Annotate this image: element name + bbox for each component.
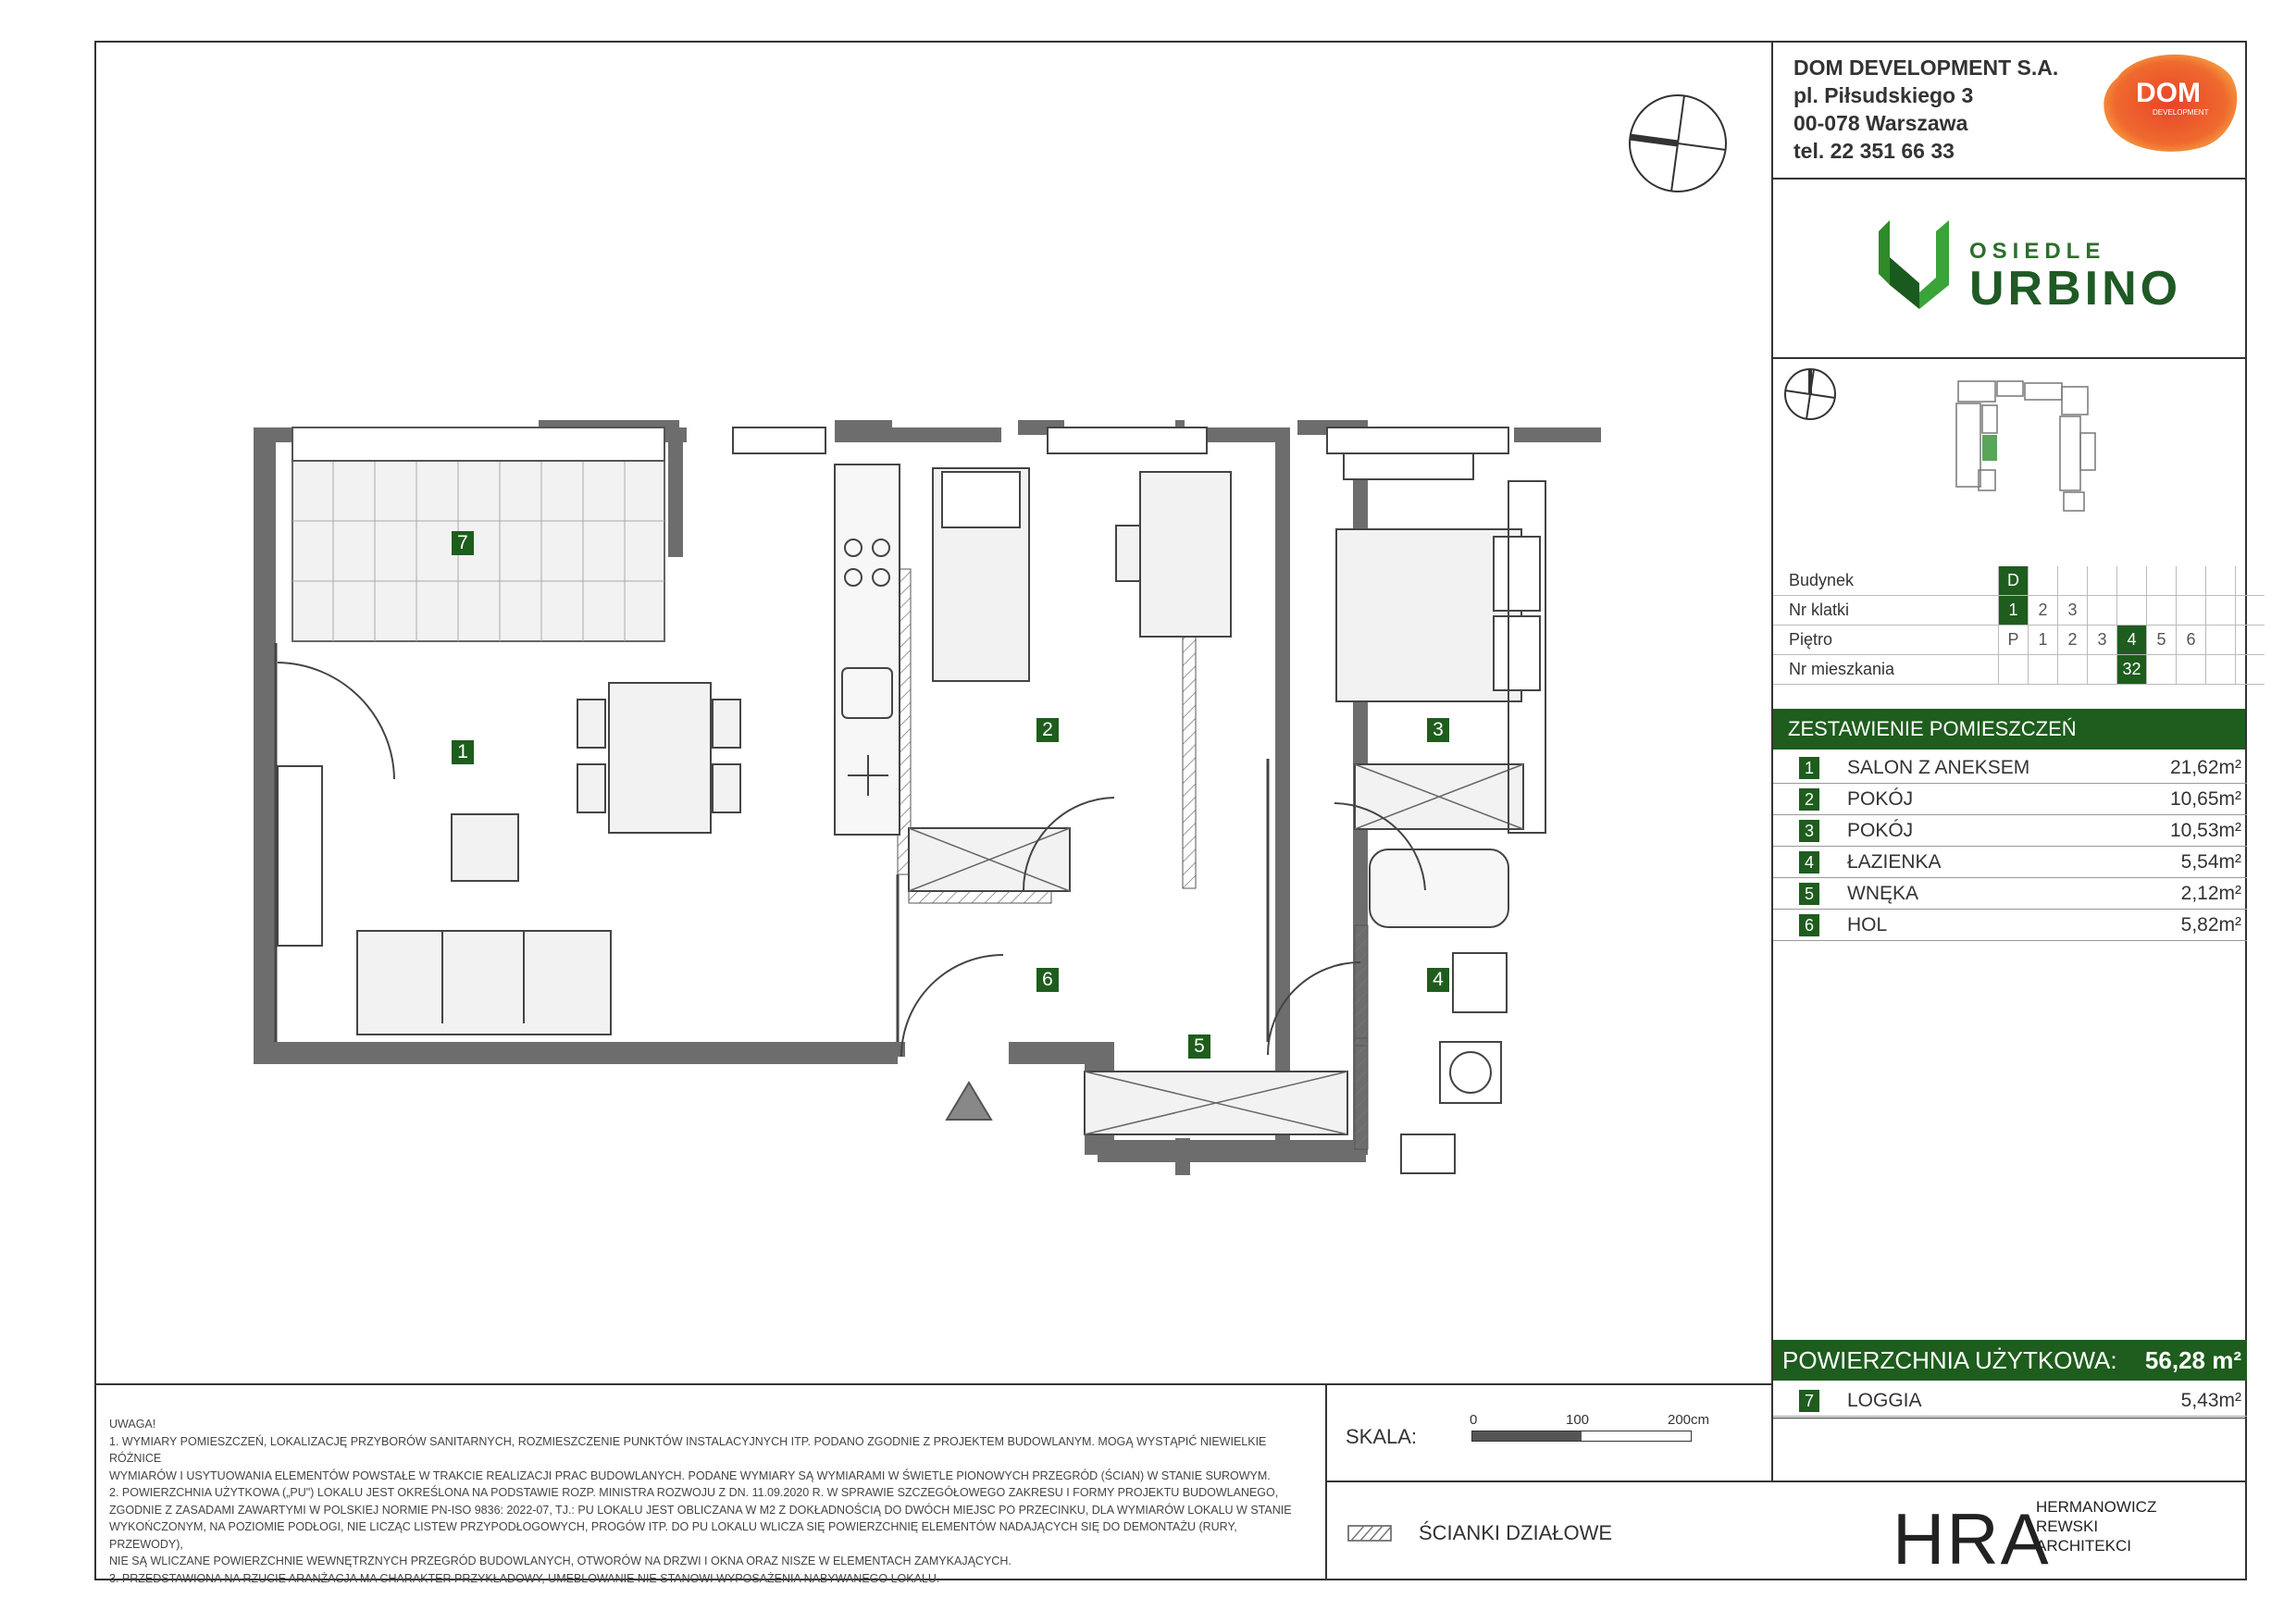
info-cell: 3 <box>2088 626 2117 655</box>
room-area: 5,82m² <box>2180 914 2241 935</box>
usable-area-value: 56,28 m² <box>2144 1346 2241 1374</box>
scale-ticks <box>1470 1412 1710 1431</box>
room-num: 1 <box>1799 757 1819 779</box>
room-name: WNĘKA <box>1847 883 1919 904</box>
info-cell: D <box>1999 566 2029 596</box>
room-row <box>1773 846 2247 878</box>
room-name: SALON Z ANEKSEM <box>1847 757 2030 778</box>
info-row <box>1773 626 2265 655</box>
small-compass-icon <box>1782 366 1838 427</box>
scale-tick-100: 100 <box>1566 1412 1590 1428</box>
room-area: 21,62m² <box>2169 757 2241 778</box>
notes-line: 2. POWIERZCHNIA UŻYTKOWA („PU") LOKALU JEST OKREŚLONA NA PODSTAWIE ROZP. MINISTRA ROZWOJU Z DN. 11.09.2020 R. W SPRAWIE SZCZEGÓŁOWEGO ZAKRESU I FORMY PROJEKTU BUDOWLANEGO, <box>109 1486 1279 1499</box>
urbino-wordmark <box>1969 239 2182 316</box>
scale-divider <box>1325 1481 2247 1482</box>
plan-label-3: 3 <box>1427 718 1449 742</box>
project-prefix: OSIEDLE <box>1969 239 2106 264</box>
hatch-legend-icon <box>1347 1525 1392 1546</box>
room-name: HOL <box>1847 914 1888 935</box>
info-cell <box>2147 596 2177 626</box>
info-cell <box>2058 566 2088 596</box>
plan-label-4: 4 <box>1427 968 1449 992</box>
room-row <box>1773 877 2247 910</box>
notes-line: ZGODNIE Z ZASADAMI ZAWARTYMI W POLSKIEJ NORMIE PN-ISO 9836: 2022-07, TJ.: PU LOKALU JEST OBLICZANA W M2 Z DOKŁADNOŚCIĄ DO DWÓCH MIEJSC PO PRZECINKU, DLA WYMIARÓW LOKALU W STANIE <box>109 1503 1292 1517</box>
info-cell: 2 <box>2029 596 2058 626</box>
info-cell <box>2236 566 2265 596</box>
architect-short: HRA <box>1893 1498 2051 1580</box>
notes-line: NIE SĄ WLICZANE POWIERZCHNIE WEWNĘTRZNYCH PRZEGRÓD BUDOWLANYCH, OTWORÓW NA DRZWI I OKNA ORAZ NISZE W ELEMENTACH ZAMYKAJĄCYCH. <box>109 1555 1011 1567</box>
info-cell <box>2058 655 2088 685</box>
room-row <box>1773 909 2247 941</box>
room-num: 5 <box>1799 883 1819 905</box>
info-cell <box>2147 655 2177 685</box>
architect-line1: HERMANOWICZ <box>2036 1498 2157 1516</box>
dom-development-logo <box>2099 50 2240 154</box>
info-row <box>1773 566 2265 596</box>
info-row-label: Nr klatki <box>1773 596 1999 626</box>
info-cell <box>2177 655 2206 685</box>
info-cell <box>1999 655 2029 685</box>
loggia-name: LOGGIA <box>1847 1390 1922 1411</box>
room-area: 10,53m² <box>2169 820 2241 841</box>
info-cell <box>2236 626 2265 655</box>
room-area: 10,65m² <box>2169 788 2241 810</box>
company-phone: tel. 22 351 66 33 <box>1793 139 1955 163</box>
info-cell: 2 <box>2058 626 2088 655</box>
loggia-area: 5,43m² <box>2180 1390 2241 1411</box>
architect-line3: ARCHITEKCI <box>2036 1537 2131 1555</box>
info-cell <box>2206 626 2236 655</box>
notes-line: 3. PRZEDSTAWIONA NA RZUCIE ARANŻACJA MA CHARAKTER PRZYKŁADOWY, UMEBLOWANIE NIE STANOWI WYPOSAŻENIA NABYWANEGO LOKALU. <box>109 1571 940 1585</box>
urbino-logo-mark <box>1879 220 1951 314</box>
room-num: 3 <box>1799 820 1819 842</box>
usable-area-bar <box>1773 1340 2247 1381</box>
info-cell <box>2088 655 2117 685</box>
usable-area-label: POWIERZCHNIA UŻYTKOWA: <box>1782 1346 2117 1374</box>
room-area: 5,54m² <box>2180 851 2241 873</box>
info-cell: 6 <box>2177 626 2206 655</box>
info-cell <box>2029 566 2058 596</box>
info-cell: 4 <box>2117 626 2147 655</box>
company-name: DOM DEVELOPMENT S.A. <box>1793 56 2059 80</box>
scale-tick-0: 0 <box>1470 1412 1478 1428</box>
info-cell <box>2147 566 2177 596</box>
company-info <box>1793 54 2058 165</box>
info-cell <box>2088 596 2117 626</box>
compass-icon <box>1627 93 1729 199</box>
notes-block <box>109 1416 1312 1587</box>
room-num: 4 <box>1799 851 1819 873</box>
info-cell <box>2236 655 2265 685</box>
architect-full <box>2036 1497 2193 1555</box>
bottom-strip-divider <box>94 1383 1773 1385</box>
room-row <box>1773 783 2247 815</box>
loggia-num: 7 <box>1799 1390 1819 1412</box>
company-divider <box>1771 178 2247 180</box>
room-area: 2,12m² <box>2180 883 2241 904</box>
logo-subtext: DEVELOPMENT <box>2153 108 2209 117</box>
scale-bar <box>1471 1431 1692 1442</box>
notes-title: UWAGA! <box>109 1418 156 1431</box>
info-cell: 3 <box>2058 596 2088 626</box>
info-cell: 1 <box>1999 596 2029 626</box>
unit-info-table <box>1773 566 2265 685</box>
title-block-divider <box>1771 41 1773 1460</box>
info-cell: 32 <box>2117 655 2147 685</box>
info-cell <box>2206 566 2236 596</box>
notes-line: WYMIARÓW I USYTUOWANIA ELEMENTÓW POWSTAŁE W TRAKCIE REALIZACJI PRAC BUDOWLANYCH. PODANE WYMIARY SĄ WYMIARAMI W ŚWIETLE PIONOWYCH PRZEGRÓD (ŚCIAN) W STANIE SUROWYM. <box>109 1468 1271 1482</box>
info-cell <box>2088 566 2117 596</box>
architect-logo <box>1893 1497 2157 1581</box>
plan-label-1: 1 <box>452 740 474 764</box>
plan-label-7: 7 <box>452 531 474 555</box>
info-cell <box>2206 655 2236 685</box>
notes-line: WYKOŃCZONYM, NA POZIOMIE PODŁOGI, NIE LICZĄC LISTEW PRZYPODŁOGOWYCH, PROGÓW ITP. DO PU LOKALU WLICZA SIĘ POWIERZCHNIĘ ELEMENTÓW NADAJĄCYCH SIĘ DO DEMONTAŻU (RURY, PRZEWODY), <box>109 1520 1237 1551</box>
scale-tick-200: 200cm <box>1668 1412 1710 1428</box>
info-cell <box>2177 566 2206 596</box>
room-num: 2 <box>1799 788 1819 811</box>
room-name: POKÓJ <box>1847 788 1914 810</box>
plan-label-6: 6 <box>1036 968 1059 992</box>
rooms-heading: ZESTAWIENIE POMIESZCZEŃ <box>1773 709 2245 750</box>
company-address-line1: pl. Piłsudskiego 3 <box>1793 83 1974 107</box>
info-cell <box>2206 596 2236 626</box>
project-name: URBINO <box>1969 262 2182 316</box>
partition-walls-label: ŚCIANKI DZIAŁOWE <box>1419 1521 1613 1544</box>
scale-label: SKALA: <box>1346 1425 1418 1448</box>
loggia-row <box>1773 1384 2247 1417</box>
loggia-divider <box>1771 1418 2247 1419</box>
notes-line: 1. WYMIARY POMIESZCZEŃ, LOKALIZACJĘ PRZYBORÓW SANITARNYCH, ROZMIESZCZENIE PUNKTÓW INSTALACYJNYCH ITP. PODANO ZGODNIE Z PROJEKTEM BUDOWLANYM. MOGĄ WYSTĄPIĆ NIEWIELKIE RÓŻNICE <box>109 1434 1267 1465</box>
room-row <box>1773 751 2247 784</box>
plan-label-2: 2 <box>1036 718 1059 742</box>
logo-text: DOM <box>2136 78 2201 108</box>
company-address-line2: 00-078 Warszawa <box>1793 111 1968 135</box>
info-cell: 5 <box>2147 626 2177 655</box>
room-name: POKÓJ <box>1847 820 1914 841</box>
info-row <box>1773 655 2265 685</box>
plan-label-5: 5 <box>1188 1035 1210 1059</box>
info-cell: P <box>1999 626 2029 655</box>
architect-line2: REWSKI <box>2036 1518 2099 1535</box>
info-cell <box>2177 596 2206 626</box>
site-plan-icon <box>1951 378 2099 521</box>
info-cell: 1 <box>2029 626 2058 655</box>
room-num: 6 <box>1799 914 1819 936</box>
info-row-label: Budynek <box>1773 566 1999 596</box>
room-name: ŁAZIENKA <box>1847 851 1942 873</box>
info-row <box>1773 596 2265 626</box>
info-cell <box>2117 566 2147 596</box>
info-row-label: Piętro <box>1773 626 1999 655</box>
info-cell <box>2236 596 2265 626</box>
room-row <box>1773 814 2247 847</box>
project-divider <box>1771 357 2247 359</box>
info-row-label: Nr mieszkania <box>1773 655 1999 685</box>
info-cell <box>2029 655 2058 685</box>
info-cell <box>2117 596 2147 626</box>
